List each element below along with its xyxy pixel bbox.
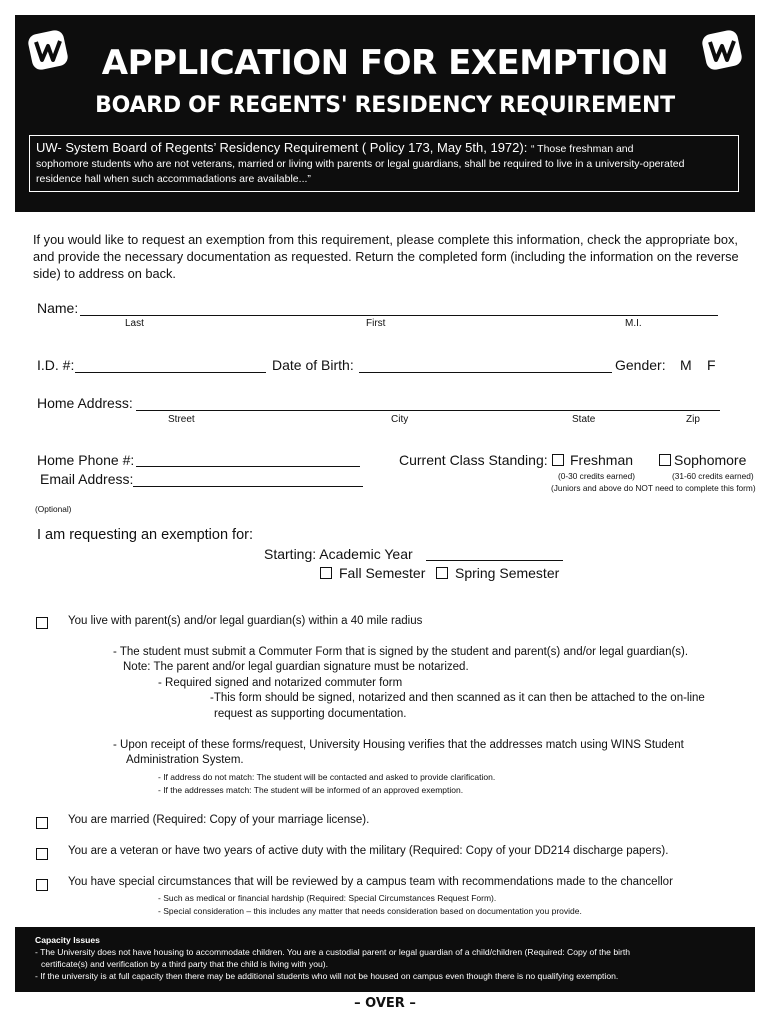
name-field[interactable] — [80, 315, 718, 316]
form-title: APPLICATION FOR EXEMPTION — [101, 43, 669, 83]
special-checkbox[interactable] — [36, 879, 48, 891]
name-mi-label: M.I. — [625, 318, 642, 329]
policy-box — [29, 135, 739, 192]
address-zip-label: Zip — [686, 414, 700, 425]
capacity-title: Capacity Issues — [35, 935, 100, 945]
dob-label: Date of Birth: — [272, 357, 354, 373]
capacity-issues-box — [15, 927, 755, 992]
commuter-sign-instructions-2: request as supporting documentation. — [214, 708, 407, 720]
parents-checkbox[interactable] — [36, 617, 48, 629]
policy-title: UW- System Board of Regents’ Residency Requirement ( Policy 173, May 5th, 1972): — [36, 140, 528, 155]
freshman-checkbox[interactable] — [552, 454, 564, 466]
veteran-checkbox[interactable] — [36, 848, 48, 860]
capacity-line-1: - The University does not have housing to accommodate children. You are a custodial parent or legal guardian of a child/children (Required: Copy of the birth — [35, 947, 631, 957]
veteran-option-text: You are a veteran or have two years of active duty with the military (Required: Copy of your DD214 discharge papers). — [68, 845, 669, 857]
over-footer: – OVER – — [354, 996, 416, 1011]
email-field[interactable] — [133, 486, 363, 487]
married-option-text: You are married (Required: Copy of your marriage license). — [68, 814, 370, 826]
freshman-credits: (0-30 credits earned) — [558, 471, 636, 481]
address-field[interactable] — [136, 410, 720, 411]
id-field[interactable] — [75, 372, 266, 373]
address-label: Home Address: — [37, 395, 133, 411]
name-first-label: First — [366, 318, 386, 329]
id-label: I.D. #: — [37, 357, 75, 373]
intro-text: If you would like to request an exemption from this requirement, please complete this information, check the appropriate box, and provide the necessary documentation as requested. Return the completed form (including the information on the reverse side) to address on back. — [33, 232, 739, 281]
email-label: Email Address: — [40, 471, 134, 487]
address-state-label: State — [572, 414, 596, 425]
capacity-line-3: - If the university is at full capacity then there may be additional students who will not be housed on campus even though there is no qualifying exemption. — [35, 971, 619, 981]
phone-label: Home Phone #: — [37, 452, 135, 468]
dob-field[interactable] — [359, 372, 612, 373]
verify-text-2: Administration System. — [126, 754, 244, 766]
gender-label: Gender: — [615, 357, 666, 373]
special-option-text: You have special circumstances that will be reviewed by a campus team with recommendations made to the chancellor — [68, 876, 673, 888]
policy-quote: sophomore students who are not veterans, married or living with parents or legal guardians, shall be required to live in a university-operated residence hall when such accommadations are available...” — [36, 158, 685, 185]
name-label: Name: — [37, 300, 79, 316]
policy-quote-start: “ Those freshman and — [530, 143, 634, 155]
form-subtitle: BOARD OF REGENTS' RESIDENCY REQUIREMENT — [95, 93, 675, 118]
special-hardship: - Such as medical or financial hardship (Required: Special Circumstances Request Form). — [158, 893, 497, 903]
gender-f-option[interactable]: F — [707, 357, 716, 373]
juniors-note: (Juniors and above do NOT need to complete this form) — [551, 483, 756, 493]
married-checkbox[interactable] — [36, 817, 48, 829]
name-last-label: Last — [125, 318, 144, 329]
address-city-label: City — [391, 414, 409, 425]
sophomore-label: Sophomore — [674, 452, 747, 468]
optional-note: (Optional) — [35, 504, 72, 514]
sophomore-checkbox[interactable] — [659, 454, 671, 466]
phone-field[interactable] — [136, 466, 360, 467]
commuter-sign-instructions: -This form should be signed, notarized and then scanned as it can then be attached to the on-line — [210, 692, 705, 704]
sophomore-credits: (31-60 credits earned) — [672, 471, 754, 481]
verify-text: - Upon receipt of these forms/request, University Housing verifies that the addresses match using WINS Student — [113, 739, 684, 751]
commuter-note: Note: The parent and/or legal guardian signature must be notarized. — [123, 661, 469, 673]
fall-semester-checkbox[interactable] — [320, 567, 332, 579]
request-heading: I am requesting an exemption for: — [37, 527, 254, 543]
capacity-line-2: certificate(s) and verification by a third party that the child is living with you). — [41, 959, 329, 969]
freshman-label: Freshman — [570, 452, 634, 468]
gender-m-option[interactable]: M — [680, 357, 692, 373]
verify-mismatch: - If address do not match: The student will be contacted and asked to provide clarification. — [158, 772, 496, 782]
starting-label: Starting: Academic Year — [264, 546, 413, 562]
commuter-requirement: - The student must submit a Commuter Form that is signed by the student and parent(s) and/or legal guardian(s). — [113, 646, 689, 658]
special-consideration: - Special consideration – this includes any matter that needs consideration based on documentation you provide. — [158, 906, 582, 916]
fall-semester-label: Fall Semester — [339, 565, 426, 581]
class-standing-label: Current Class Standing: — [399, 452, 548, 468]
spring-semester-label: Spring Semester — [455, 565, 560, 581]
verify-match: - If the addresses match: The student will be informed of an approved exemption. — [158, 785, 464, 795]
spring-semester-checkbox[interactable] — [436, 567, 448, 579]
parents-option-text: You live with parent(s) and/or legal guardian(s) within a 40 mile radius — [68, 615, 423, 627]
academic-year-field[interactable] — [426, 560, 563, 561]
commuter-form-requirement: - Required signed and notarized commuter form — [158, 677, 403, 689]
header-banner — [15, 15, 755, 212]
address-street-label: Street — [168, 414, 195, 425]
